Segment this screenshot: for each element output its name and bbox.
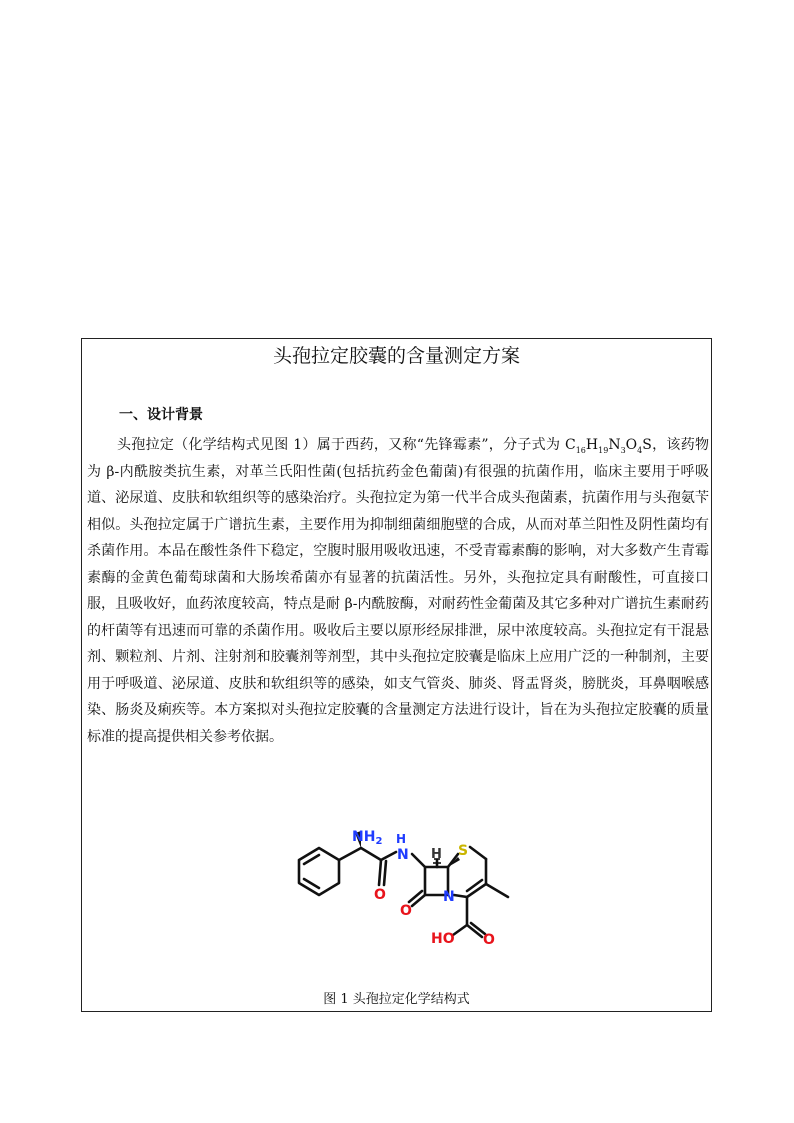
formula-sub-h: 19: [598, 445, 609, 455]
formula-sub-c: 16: [575, 445, 586, 455]
paragraph-part2: 该药物为 β-内酰胺类抗生素，对革兰氏阳性菌(包括抗药金色葡菌)有很强的抗菌作用，临床主要用于呼吸道、泌尿道、皮肤和软组织等的感染治疗。头孢拉定为第一代半合成头孢菌素，抗菌作用与头孢氨苄相似。头孢拉定属于广谱抗生素，主要作用为抑制细菌细胞壁的合成，从而对革兰阳性及阴性菌均有杀菌作用。本品在酸性条件下稳定，空腹时服用吸收迅速，不受青霉素酶的影响，对大多数产生青霉素酶的金黄色葡萄球菌和大肠埃希菌亦有显著的抗菌活性。另外，头孢拉定具有耐酸性，可直接口服，且吸收好，血药浓度较高，特点是耐 β-内酰胺酶，对耐药性金葡菌及其它多种对广谱抗生素耐药的杆菌等有迅速而可靠的杀菌作用。吸收后主要以原形经尿排泄，尿中浓度较高。头孢拉定有干混悬剂、颗粒剂、片剂、注射剂和胶囊剂等剂型，其中头孢拉定胶囊是临床上应用广泛的一种制剂，主要用于呼吸道、泌尿道、皮肤和软组织等的感染，如支气管炎、肺炎、肾盂肾炎，膀胱炎，耳鼻咽喉感染、肠炎及痢疾等。本方案拟对头孢拉定胶囊的含量测定方法进行设计，旨在为头孢拉定胶囊的质量标准的提高提供相关参考依据。: [87, 437, 710, 745]
cephradine-structure-figure: [282, 827, 522, 977]
document-frame: [81, 338, 712, 1012]
formula-sub-n: 3: [620, 445, 626, 455]
formula-s: S，: [642, 437, 667, 453]
atom-acid-o: O: [483, 932, 495, 948]
formula-sub-o: 4: [637, 445, 643, 455]
formula-h: H: [585, 437, 599, 453]
atom-lactam-o: O: [400, 903, 412, 919]
formula-n: N: [608, 437, 621, 453]
figure-caption: 图 1 头孢拉定化学结构式: [323, 992, 470, 1007]
atom-nh2: $NH_2$: [352, 829, 383, 847]
section-heading: 一、设计背景: [119, 407, 203, 423]
atom-amide-h: H: [396, 832, 407, 846]
atom-sulfur: S: [458, 843, 469, 859]
formula-o: O: [625, 437, 638, 453]
background-paragraph: [87, 432, 709, 750]
atom-h-stereo: H: [431, 847, 442, 862]
page-title: 头孢拉定胶囊的含量测定方案: [272, 345, 520, 367]
atom-amide-o: O: [374, 887, 386, 903]
atom-amide-n: N: [397, 847, 409, 863]
paragraph-part1: 头孢拉定（化学结构式见图 1）属于西药，又称“先锋霉素”，分子式为 C: [117, 437, 576, 453]
atom-ring-n: N: [443, 889, 455, 905]
atom-ho: HO: [431, 931, 455, 947]
